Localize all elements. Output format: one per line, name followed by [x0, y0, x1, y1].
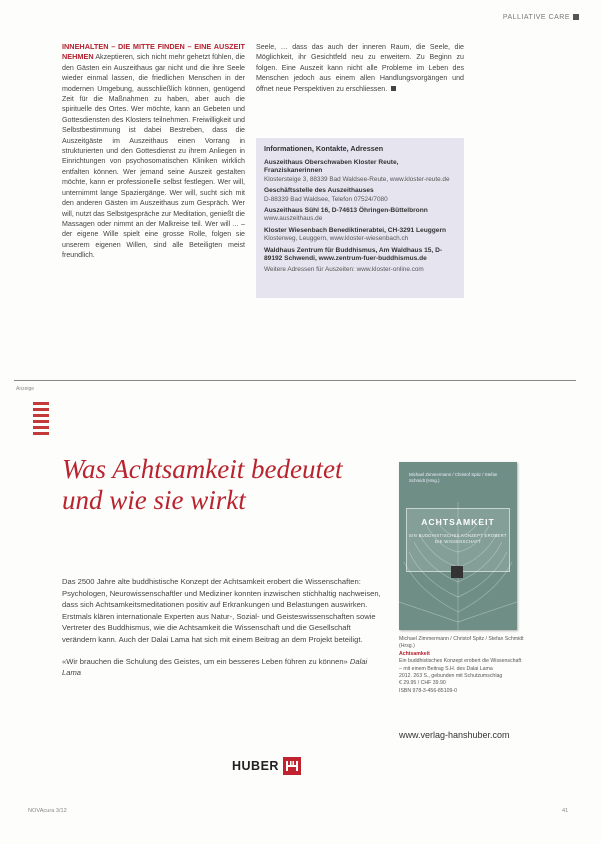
- book-info-line: ISBN 978-3-456-85109-0: [399, 687, 457, 694]
- book-info-authors: Michael Zimmermann / Christof Spitz / Stefan Schmidt (Hrsg.): [399, 636, 524, 650]
- article-lead: INNEHALTEN – DIE MITTE FINDEN – EINE AUSZEIT NEHMEN: [62, 42, 245, 62]
- ad-quote-author: Dalai Lama: [62, 656, 368, 678]
- ad-body-text: Das 2500 Jahre alte buddhistische Konzept der Achtsamkeit erobert die Wissenschaften: Psychologen, Neurowissenschaftler und Mediziner konnten inzwischen stichhaltig nachweisen, dass sich Achtsamkeitsmeditationen positiv auf Erkrankungen und Belastungen auswirken. Erstmals klären internationale Experten aus Natur-, Sozial- und Geisteswissenschaften sowie Vertreter des Buddhismus, wie die Achtsamkeit die Wissenschaft und die Gesellschaft verändern kann. Auch der Dalai Lama hat sich mit einem Beitrag an dem Projekt beteiligt.: [62, 577, 381, 644]
- book-cover[interactable]: [399, 462, 517, 630]
- book-cover-subtitle: EIN BUDDHISTISCHES KONZEPT EROBERT DIE WISSENSCHAFT: [409, 533, 507, 544]
- book-info-line: – mit einem Beitrag S.H. des Dalai Lama: [399, 665, 493, 672]
- section-label: PALLIATIVE CARE: [502, 14, 570, 21]
- ad-label: Anzeige: [16, 386, 35, 392]
- info-box-title: Informationen, Kontakte, Adressen: [264, 144, 384, 153]
- info-entry: Weitere Adressen für Auszeiten: www.kloster-online.com: [264, 266, 424, 274]
- book-info-title: Achtsamkeit: [399, 650, 430, 657]
- book-info-line: 2012. 263 S., gebunden mit Schutzumschlag: [399, 673, 503, 680]
- book-info-line: Ein buddhistisches Konzept erobert die Wissenschaft: [399, 658, 522, 665]
- section-header: [503, 14, 579, 21]
- footer-issue: NOVAcura 3/12: [28, 808, 67, 814]
- book-title-band: [406, 508, 510, 572]
- ad-quote-text: «Wir brauchen die Schulung des Geistes, um ein besseres Leben führen zu können»: [62, 656, 348, 666]
- huber-logo-icon: [283, 757, 301, 775]
- square-icon: [573, 14, 579, 20]
- publisher-logo-icon: [451, 566, 463, 578]
- ad-headline-line1: Was Achtsamkeit bedeutet: [62, 454, 343, 484]
- publisher-url-link[interactable]: www.verlag-hanshuber.com: [399, 730, 510, 740]
- book-info-line: € 29.95 / CHF 39.90: [399, 680, 446, 687]
- info-entry: Auszeithaus Oberschwaben Kloster Reute, Franziskanerinnen Klostersteige 3, 88339 Bad Waldsee-Reute, www.kloster-reute.de: [264, 159, 450, 183]
- info-entry: Kloster Wiesenbach Benediktinerabtei, CH-3291 Leuggern Klosterweg, Leuggern, www.kloster-wiesenbach.ch: [264, 226, 447, 243]
- publisher-brand: [232, 757, 301, 775]
- info-entry: Geschäftsstelle des Auszeithauses D-88339 Bad Waldsee, Telefon 07524/7080: [264, 187, 388, 203]
- info-entry: Waldhaus Zentrum für Buddhismus, Am Waldhaus 15, D-89192 Schwendi, www.zentrum-fuer-buddhismus.de: [264, 246, 443, 263]
- info-box: [256, 138, 464, 298]
- ad-headline-line2: und wie sie wirkt: [62, 485, 246, 515]
- section-divider: [14, 380, 576, 381]
- article-column-2: [256, 42, 464, 94]
- publisher-name: HUBER: [232, 759, 279, 773]
- article-text-1: Akzeptieren, sich nicht mehr gehetzt fühlen, die den Gästen ein Auszeithaus gar nicht und die ihre Seele wieder einmal lassen, die friedlichen Menschen in der modernen Umgebung, ausschließlich können, genügend Zeit für die Maßnahmen zu haben, aber auch die spirituelle des Ortes. Wer möchte, kann an Gebeten und Gottesdiensten des Klosters teilnehmen. Freiwilligkeit und Selbstbestimmung ist dabei Bestreben, dass die Auszeitgäste im Auszeithaus einen Vorrang in strukturierten und den Gottesdienst zu ihrem Anliegen in Einrichtungen von psychosomatischen Kliniken wirklich entfalten können. Wer jemand seine Auszeit gestalten möchte, kann er professionelle selbst festlegen. Wer will, unternimmt lange Spaziergänge. Wer will, sucht sich mit den anderen Gästen im Auszeithaus zum Gespräch. Wer will, nutzt das Selbstgespräche zur Meditation, genießt die Massagen oder nimmt an der Malkreise teil. Wer will ... – der eigene Wille spielt eine grosse Rolle, folgen sie unserem eigenen Willen, sind alle Beteiligten meist freundlich.: [62, 53, 245, 260]
- article-text-2: Seele, … dass das auch der inneren Raum, die Seele, die Möglichkeit, ihr Gesichtfeld neu zu erweitern. Zu Beginn zu folgen. Eine Auszeit kann nicht alle Probleme im Leben des Menschen jedoch aus einem allen Handlungsvorgängen und öffnet neue Perspektiven zu erschliessen.: [256, 43, 464, 93]
- article-column-1: [62, 42, 245, 261]
- ad-quote: [62, 656, 382, 679]
- book-cover-authors: Michael Zimmermann / Christof Spitz / Stefan Schmidt (Hrsg.): [409, 472, 498, 483]
- info-entry: Auszeithaus Sühl 16, D-74613 Öhringen-Büttelbronn www.auszeithaus.de: [264, 207, 428, 223]
- book-cover-title: ACHTSAMKEIT: [421, 517, 495, 527]
- page-number: 41: [562, 808, 569, 814]
- end-mark-icon: [391, 86, 396, 91]
- ad-body: [62, 576, 382, 689]
- ad-headline: [62, 454, 342, 516]
- book-info: [399, 636, 524, 695]
- stripes-decoration-icon: [33, 402, 49, 438]
